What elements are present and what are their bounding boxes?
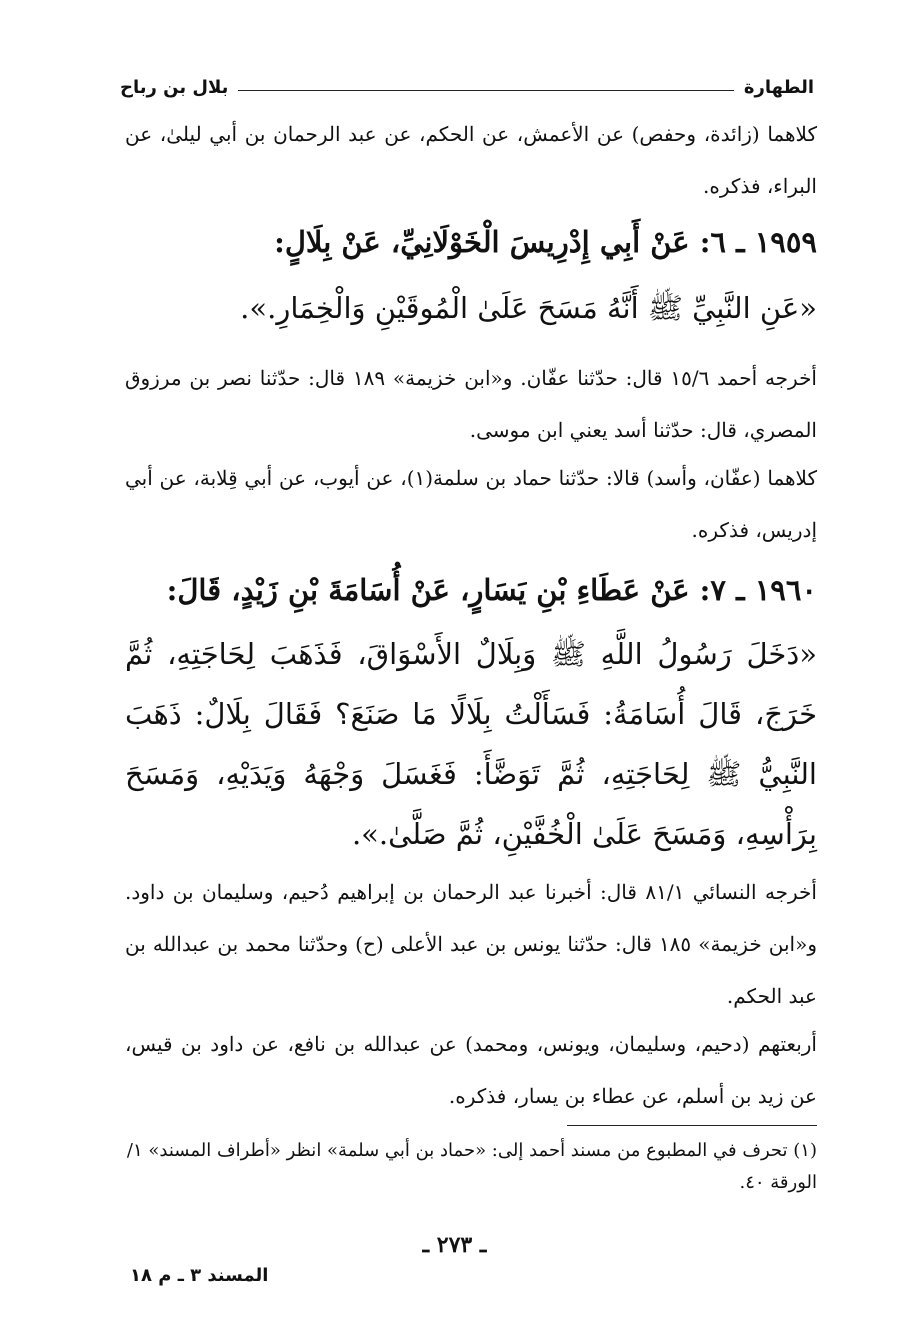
hadith-1960-text: «دَخَلَ رَسُولُ اللَّهِ ﷺ وَبِلَالٌ الأَسْوَاقَ، فَذَهَبَ لِحَاجَتِهِ، ثُمَّ خَرَجَ، قَالَ أُسَامَةُ: فَسَأَلْتُ بِلَالًا مَا صَنَعَ؟ فَقَالَ بِلَالٌ: ذَهَبَ النَّبِيُّ ﷺ لِحَاجَتِهِ، ثُمَّ تَوَضَّأَ: فَغَسَلَ وَجْهَهُ وَيَدَيْهِ، وَمَسَحَ بِرَأْسِهِ، وَمَسَحَ عَلَىٰ الْخُفَّيْنِ، ثُمَّ صَلَّىٰ.». (125, 637, 817, 851)
paragraph-3: كلاهما (عفّان، وأسد) قالا: حدّثنا حماد بن سلمة(١)، عن أيوب، عن أبي قِلابة، عن أبي إدريس، فذكره. (125, 466, 818, 542)
hadith-1959-text: «عَنِ النَّبِيِّ ﷺ أَنَّهُ مَسَحَ عَلَىٰ الْمُوقَيْنِ وَالْخِمَارِ.». (240, 291, 817, 325)
hadith-1960-heading: ١٩٦٠ ـ ٧: عَنْ عَطَاءِ بْنِ يَسَارٍ، عَنْ أُسَامَةَ بْنِ زَيْدٍ، قَالَ: (166, 573, 817, 607)
footnote: (١) تحرف في المطبوع من مسند أحمد إلى: «حماد بن أبي سلمة» انظر «أطراف المسند» ١/الورقة ٤٠. (126, 1140, 817, 1193)
header-section: الطهارة (743, 76, 814, 98)
page-number: ـ ٢٧٣ ـ (422, 1232, 487, 1258)
paragraph-5: أربعتهم (دحيم، وسليمان، ويونس، ومحمد) عن عبدالله بن نافع، عن داود بن قيس، عن زيد بن أسلم، عن عطاء بن يسار، فذكره. (125, 1032, 817, 1108)
header-rule (238, 90, 734, 91)
paragraph-1: كلاهما (زائدة، وحفص) عن الأعمش، عن الحكم، عن عبد الرحمان بن أبي ليلىٰ، عن البراء، فذكره. (125, 122, 817, 198)
paragraph-4: أخرجه النسائي ٨١/١ قال: أخبرنا عبد الرحمان بن إبراهيم دُحيم، وسليمان بن داود. و«ابن خزيمة» ١٨٥ قال: حدّثنا يونس بن عبد الأعلى (ح) وحدّثنا محمد بن عبدالله بن عبد الحكم. (125, 880, 817, 1008)
header-title: بلال بن رباح (120, 76, 229, 98)
signature-mark: المسند ٣ ـ م ١٨ (130, 1265, 269, 1286)
hadith-1959-heading: ١٩٥٩ ـ ٦: عَنْ أَبِي إِدْرِيسَ الْخَوْلَانِيِّ، عَنْ بِلَالٍ: (274, 225, 817, 259)
footnote-rule (567, 1125, 817, 1126)
running-header (120, 72, 814, 102)
paragraph-2: أخرجه أحمد ١٥/٦ قال: حدّثنا عفّان. و«ابن خزيمة» ١٨٩ قال: حدّثنا نصر بن مرزوق المصري، قال: حدّثنا أسد يعني ابن موسى. (125, 366, 817, 442)
